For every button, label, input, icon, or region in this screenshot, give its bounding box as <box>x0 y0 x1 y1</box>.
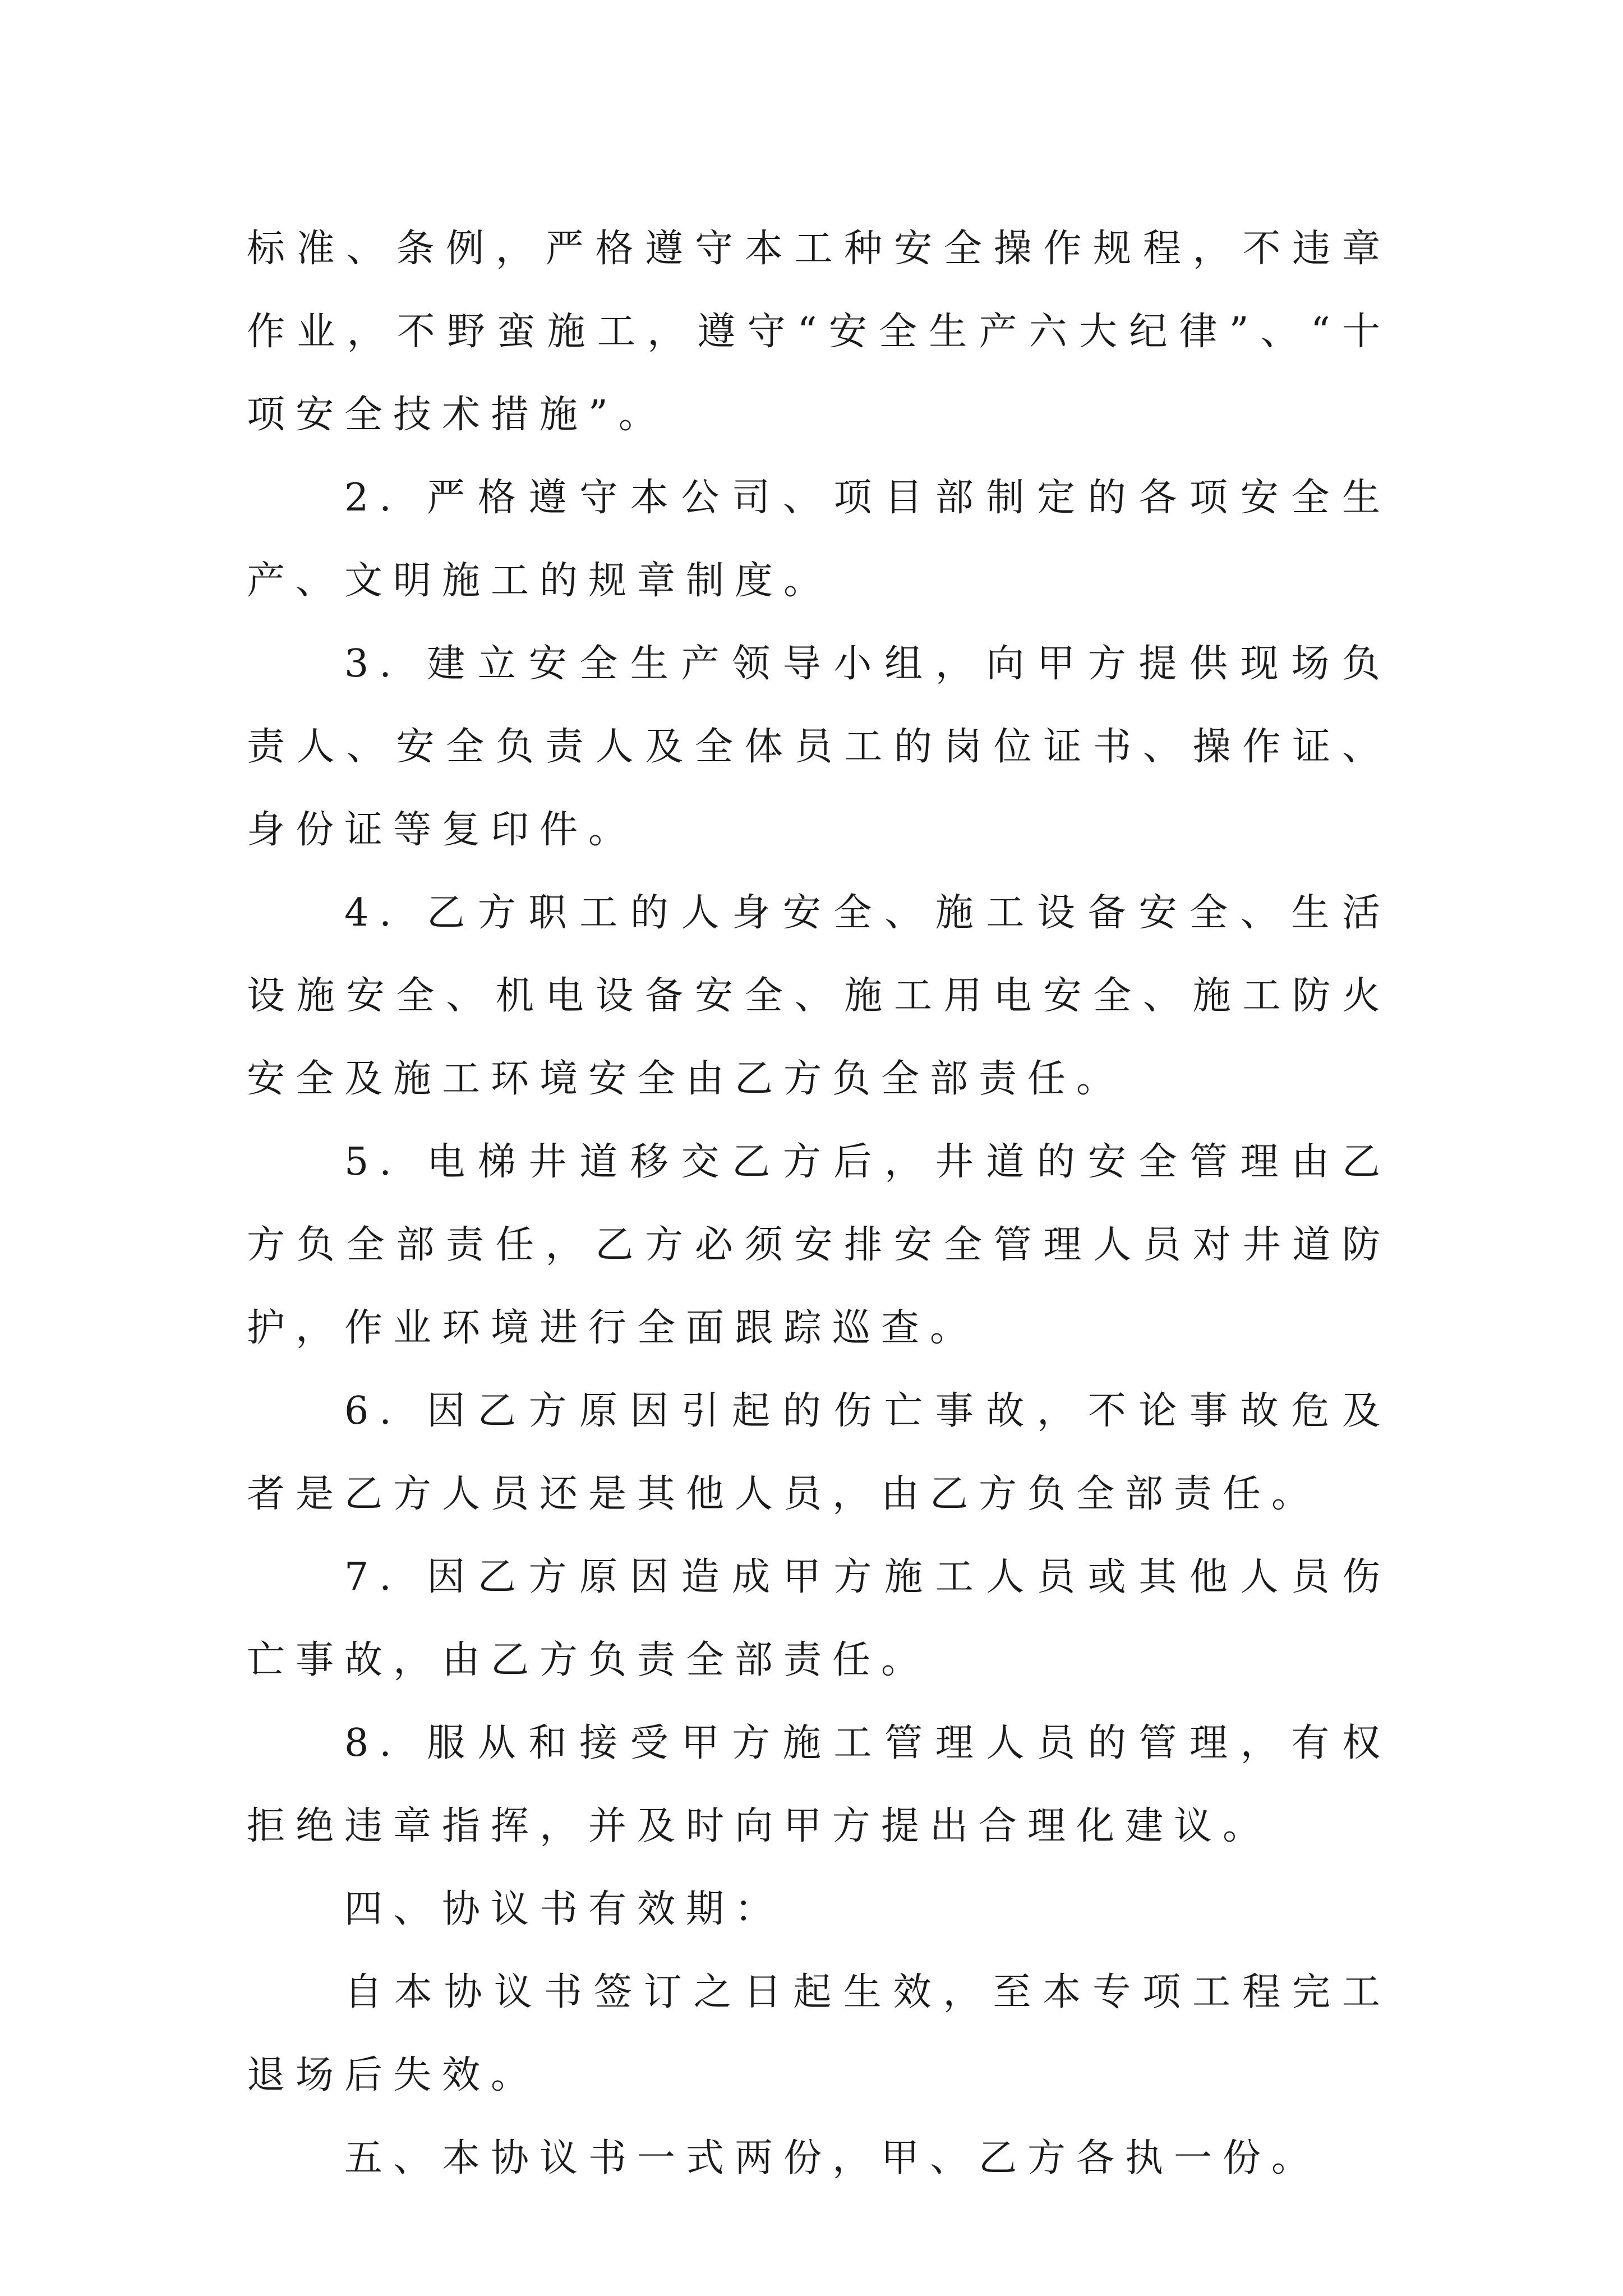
paragraph-item-3: 3. 建立安全生产领导小组，向甲方提供现场负责人、安全负责人及全体员工的岗位证书、操作证、身份证等复印件。 <box>247 642 1391 852</box>
paragraph-item-8: 8. 服从和接受甲方施工管理人员的管理，有权拒绝违章指挥，并及时向甲方提出合理化建议。 <box>247 1721 1391 1848</box>
paragraph-item-4: 4. 乙方职工的人身安全、施工设备安全、生活设施安全、机电设备安全、施工用电安全、施工防火安全及施工环境安全由乙方负全部责任。 <box>247 891 1391 1101</box>
document-body <box>247 208 1391 2200</box>
section-heading-validity: 四、协议书有效期： <box>344 1887 784 1931</box>
paragraph-item-6: 6. 因乙方原因引起的伤亡事故，不论事故危及者是乙方人员还是其他人员，由乙方负全部责任。 <box>247 1389 1391 1516</box>
paragraph-continuation: 标准、条例，严格遵守本工种安全操作规程，不违章作业，不野蛮施工，遵守“安全生产六大纪律”、“十项安全技术措施”。 <box>247 227 1391 437</box>
paragraph-item-2: 2. 严格遵守本公司、项目部制定的各项安全生产、文明施工的规章制度。 <box>247 476 1391 603</box>
paragraph-item-5: 5. 电梯井道移交乙方后，井道的安全管理由乙方负全部责任，乙方必须安排安全管理人员对井道防护，作业环境进行全面跟踪巡查。 <box>247 1140 1391 1350</box>
section-copies: 五、本协议书一式两份，甲、乙方各执一份。 <box>344 2136 1321 2180</box>
paragraph-validity-text: 自本协议书签订之日起生效，至本专项工程完工退场后失效。 <box>247 1970 1391 2097</box>
paragraph-item-7: 7. 因乙方原因造成甲方施工人员或其他人员伤亡事故，由乙方负责全部责任。 <box>247 1555 1391 1682</box>
